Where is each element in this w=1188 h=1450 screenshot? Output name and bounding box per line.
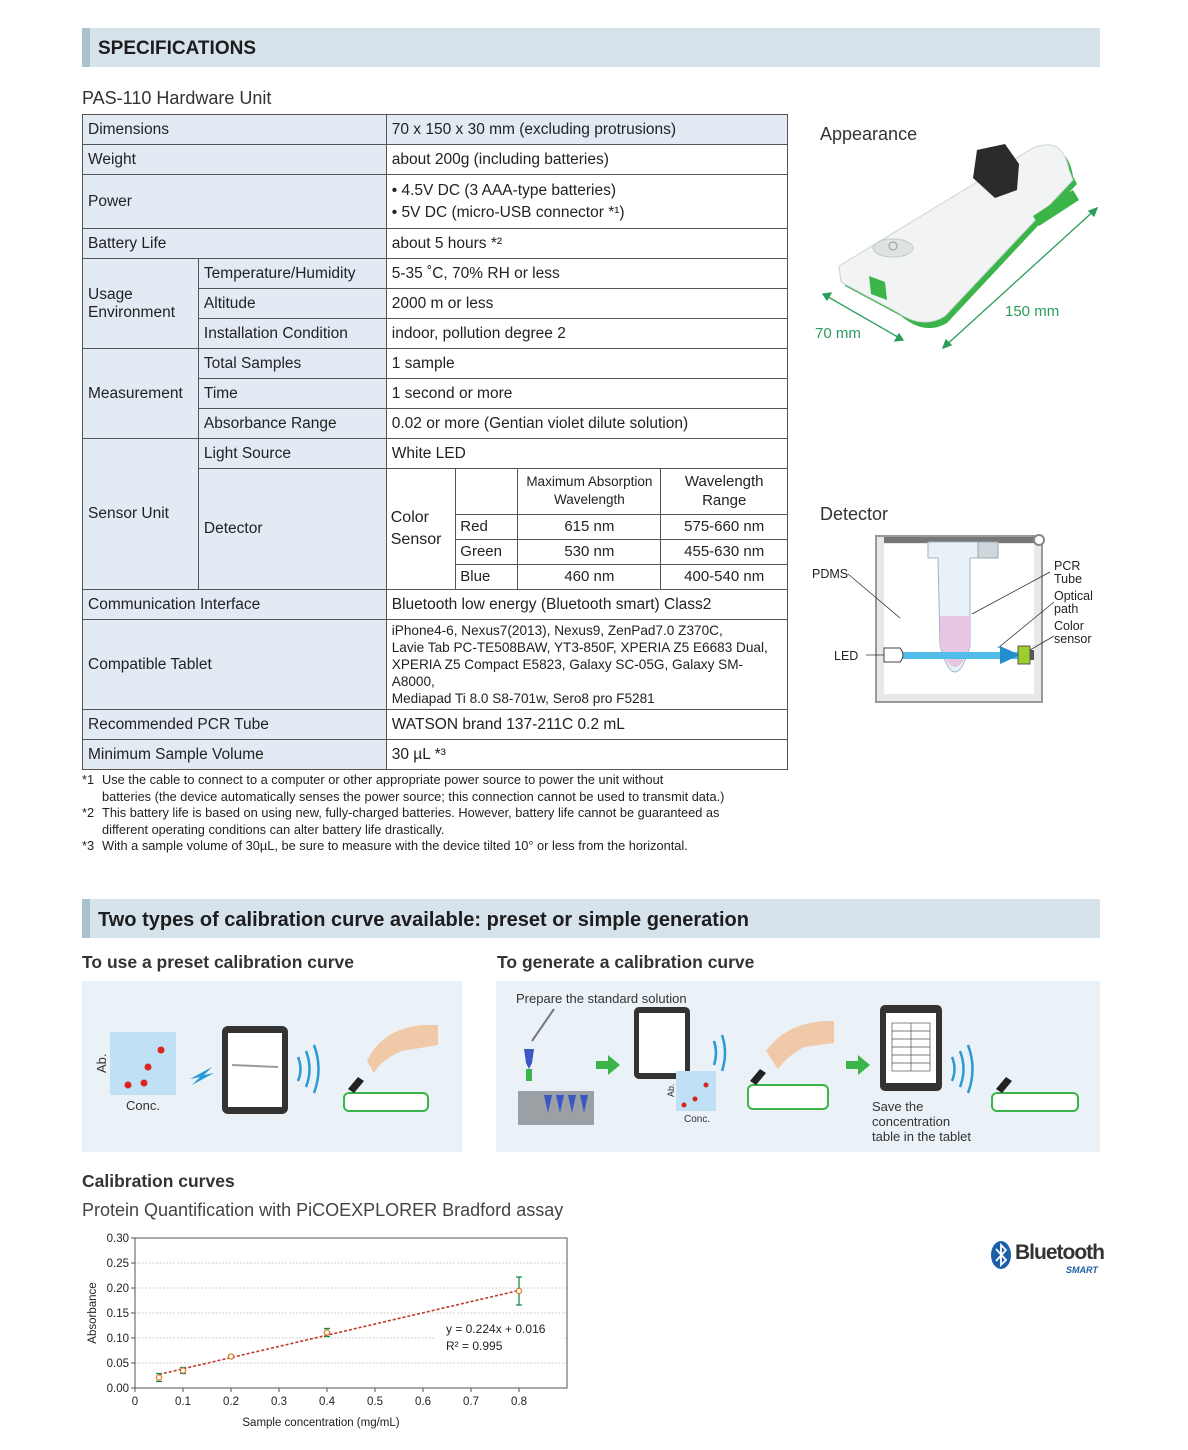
table-row: [83, 740, 788, 770]
arrow-right-icon: [846, 1055, 870, 1075]
device-icon: [748, 1085, 828, 1109]
device-icon: [992, 1093, 1078, 1111]
color-cell: Red: [456, 514, 518, 539]
data-point: [516, 1288, 521, 1293]
usage-label: Usage Environment: [83, 259, 199, 349]
table-row: [83, 259, 788, 289]
footnote: [82, 805, 802, 822]
max-wavelength-header: Maximum Absorption Wavelength: [518, 469, 661, 514]
power-label: Power: [83, 175, 387, 229]
footnote-text: This battery life is based on using new, fully-charged batteries. However, battery life cannot be guaranteed as: [102, 805, 720, 820]
save-caption-line: Save the: [872, 1099, 924, 1114]
color-cell: Green: [456, 539, 518, 564]
r2-label: R² = 0.995: [446, 1339, 503, 1353]
pcr-label: Recommended PCR Tube: [83, 710, 387, 740]
pcr-tube-label: PCR Tube: [1054, 560, 1083, 586]
tablet-label: Compatible Tablet: [83, 620, 387, 710]
table-row: [83, 349, 788, 379]
max-cell: 460 nm: [518, 564, 661, 589]
range-header: Wavelength Range: [661, 469, 787, 514]
light-label: Light Source: [198, 439, 386, 469]
battery-value: about 5 hours *²: [386, 229, 787, 259]
absorbance-label: Absorbance Range: [198, 409, 386, 439]
footnote-key: *2: [82, 805, 95, 820]
bluetooth-brand: Bluetooth: [1015, 1241, 1104, 1264]
data-point: [180, 1368, 185, 1373]
calibration-banner: [82, 899, 1100, 938]
x-tick-label: 0.5: [367, 1396, 383, 1408]
y-tick-label: 0.05: [106, 1358, 129, 1370]
weight-value: about 200g (including batteries): [386, 145, 787, 175]
installation-label: Installation Condition: [198, 319, 386, 349]
y-axis-label: Absorbance: [87, 1282, 99, 1344]
dimensions-label: Dimensions: [83, 115, 387, 145]
light-value: White LED: [386, 439, 787, 469]
x-tick-label: 0.1: [175, 1396, 191, 1408]
x-tick-label: 0.7: [463, 1396, 479, 1408]
measurement-label: Measurement: [83, 349, 199, 439]
dimensions-value: 70 x 150 x 30 mm (excluding protrusions): [386, 115, 787, 145]
color-sensor-label: Color Sensor: [387, 469, 456, 589]
footnote: [82, 772, 802, 789]
tablet-value: [386, 620, 787, 710]
comm-value: Bluetooth low energy (Bluetooth smart) Class2: [386, 590, 787, 620]
dim-width-label: 70 mm: [815, 325, 861, 342]
samples-label: Total Samples: [198, 349, 386, 379]
appearance-title: Appearance: [820, 124, 918, 144]
altitude-label: Altitude: [198, 289, 386, 319]
device-body: [839, 144, 1079, 328]
time-value: 1 second or more: [386, 379, 787, 409]
footnote-text: Use the cable to connect to a computer or other appropriate power source to power the unit without: [102, 772, 664, 787]
x-tick-label: 0.2: [223, 1396, 239, 1408]
device-illustration: [805, 140, 1115, 365]
hand-icon: [367, 1025, 438, 1073]
table-row: [83, 620, 788, 710]
pcr-value: WATSON brand 137-211C 0.2 mL: [386, 710, 787, 740]
altitude-value: 2000 m or less: [386, 289, 787, 319]
ab-axis-label-small: Ab.: [666, 1083, 676, 1097]
right-labels: [1054, 560, 1108, 670]
wireless-icon: [714, 1035, 725, 1071]
blank-header: [456, 469, 518, 514]
tablet-line: Lavie Tab PC-TE508BAW, YT3-850F, XPERIA Z5 E6683 Dual,: [391, 640, 768, 655]
save-caption-line: table in the tablet: [872, 1129, 972, 1144]
y-tick-label: 0.00: [106, 1383, 129, 1395]
y-tick-label: 0.25: [106, 1258, 129, 1270]
table-row: [83, 229, 788, 259]
y-tick-label: 0.15: [106, 1308, 129, 1320]
table-row: [83, 590, 788, 620]
footnote-text: With a sample volume of 30µL, be sure to measure with the device tilted 10° or less from the horizontal.: [102, 838, 688, 853]
table-row: [83, 175, 788, 229]
comm-label: Communication Interface: [83, 590, 387, 620]
detector-subtable: [387, 469, 787, 589]
footnote-key: *1: [82, 772, 95, 787]
data-point: [156, 1375, 161, 1380]
pdms-label: PDMS: [812, 567, 849, 581]
footnote-text: different operating conditions can alter battery life drastically.: [102, 821, 445, 837]
table-row: [83, 115, 788, 145]
detector-label: Detector: [198, 469, 386, 590]
transfer-arrow-icon: [190, 1067, 214, 1085]
table-row: [83, 145, 788, 175]
specifications-title: SPECIFICATIONS: [98, 38, 256, 59]
dim-length-label: 150 mm: [1005, 303, 1060, 320]
temp-label: Temperature/Humidity: [198, 259, 386, 289]
hand-icon: [766, 1021, 834, 1069]
calibration-chart: [80, 1228, 580, 1433]
footnote: [82, 838, 802, 855]
minvol-label: Minimum Sample Volume: [83, 740, 387, 770]
y-tick-label: 0.30: [106, 1233, 129, 1245]
table-row: [387, 469, 787, 514]
x-tick-label: 0.6: [415, 1396, 431, 1408]
tablet-line: iPhone4-6, Nexus7(2013), Nexus9, ZenPad7.0 Z370C,: [391, 623, 723, 638]
wireless-icon: [298, 1045, 319, 1093]
spec-subtitle: PAS-110 Hardware Unit: [82, 88, 272, 108]
preset-illustration: [82, 981, 462, 1152]
footnotes: [82, 772, 802, 855]
x-axis-label: Sample concentration (mg/mL): [242, 1417, 400, 1429]
footnote-text: batteries (the device automatically senses the power source; this connection cannot be used to transmit data.): [102, 788, 725, 804]
x-tick-label: 0.3: [271, 1396, 287, 1408]
curves-title: Calibration curves: [82, 1171, 235, 1191]
color-cell: Blue: [456, 564, 518, 589]
tablet-line: XPERIA Z5 Compact E5823, Galaxy SC-05G, Galaxy SM-A8000,: [391, 657, 744, 689]
ab-axis-label: Ab.: [94, 1053, 109, 1073]
range-cell: 455-630 nm: [661, 539, 787, 564]
save-caption-line: concentration: [872, 1114, 951, 1129]
range-cell: 575-660 nm: [661, 514, 787, 539]
device-icon: [344, 1093, 428, 1111]
wireless-icon: [952, 1045, 973, 1093]
detector-diagram: [808, 528, 1108, 713]
preset-panel: [82, 981, 462, 1152]
color-sensor-icon: [1018, 646, 1030, 664]
curves-subtitle: Protein Quantification with PiCOEXPLORER Bradford assay: [82, 1200, 564, 1220]
data-point: [228, 1354, 233, 1359]
table-row: [83, 710, 788, 740]
data-point: [324, 1330, 329, 1335]
weight-label: Weight: [83, 145, 387, 175]
bluetooth-icon: [990, 1240, 1012, 1270]
minvol-value: 30 µL *³: [386, 740, 787, 770]
sensor-label: Sensor Unit: [83, 439, 199, 590]
installation-value: indoor, pollution degree 2: [386, 319, 787, 349]
power-value-2: • 5V DC (micro-USB connector *¹): [391, 203, 625, 221]
bluetooth-logo: [990, 1238, 1102, 1278]
generate-illustration: [496, 981, 1100, 1152]
led-icon: [884, 648, 903, 662]
arrow-right-icon: [596, 1055, 620, 1075]
optical-path-label: Optical path: [1054, 589, 1093, 616]
x-tick-label: 0.8: [511, 1396, 527, 1408]
save-caption: [872, 1099, 971, 1144]
pipette-icon: [532, 1009, 554, 1041]
conc-axis-label-small: Conc.: [684, 1114, 711, 1125]
generate-panel: [496, 981, 1100, 1152]
samples-value: 1 sample: [386, 349, 787, 379]
power-value-1: • 4.5V DC (3 AAA-type batteries): [391, 181, 616, 199]
tablet-line: Mediapad Ti 8.0 S8-701w, Sero8 pro F5281: [391, 691, 655, 706]
generate-title: To generate a calibration curve: [497, 952, 755, 972]
footnote-key: *3: [82, 838, 95, 853]
led-label: LED: [834, 649, 859, 663]
absorbance-value: 0.02 or more (Gentian violet dilute solution): [386, 409, 787, 439]
conc-axis-label: Conc.: [126, 1098, 160, 1113]
bluetooth-sub: SMART: [1066, 1265, 1098, 1275]
detector-title: Detector: [820, 504, 889, 524]
y-tick-label: 0.10: [106, 1333, 129, 1345]
time-label: Time: [198, 379, 386, 409]
max-cell: 530 nm: [518, 539, 661, 564]
y-tick-label: 0.20: [106, 1283, 129, 1295]
preset-title: To use a preset calibration curve: [82, 952, 354, 972]
max-cell: 615 nm: [518, 514, 661, 539]
pivot-circle: [1034, 535, 1044, 545]
x-tick-label: 0.4: [319, 1396, 335, 1408]
detector-cell: [386, 469, 787, 590]
table-row: [83, 439, 788, 469]
battery-label: Battery Life: [83, 229, 387, 259]
x-tick-label: 0: [131, 1396, 139, 1408]
specifications-banner: [82, 28, 1100, 67]
equation-label: y = 0.224x + 0.016: [446, 1322, 546, 1336]
calibration-banner-title: Two types of calibration curve available: preset or simple generation: [98, 909, 749, 931]
spec-table: [82, 114, 788, 770]
prepare-label: Prepare the standard solution: [516, 991, 687, 1006]
temp-value: 5-35 ˚C, 70% RH or less: [386, 259, 787, 289]
color-sensor-label-fig: Color sensor: [1054, 619, 1092, 646]
power-value: [386, 175, 787, 229]
range-cell: 400-540 nm: [661, 564, 787, 589]
